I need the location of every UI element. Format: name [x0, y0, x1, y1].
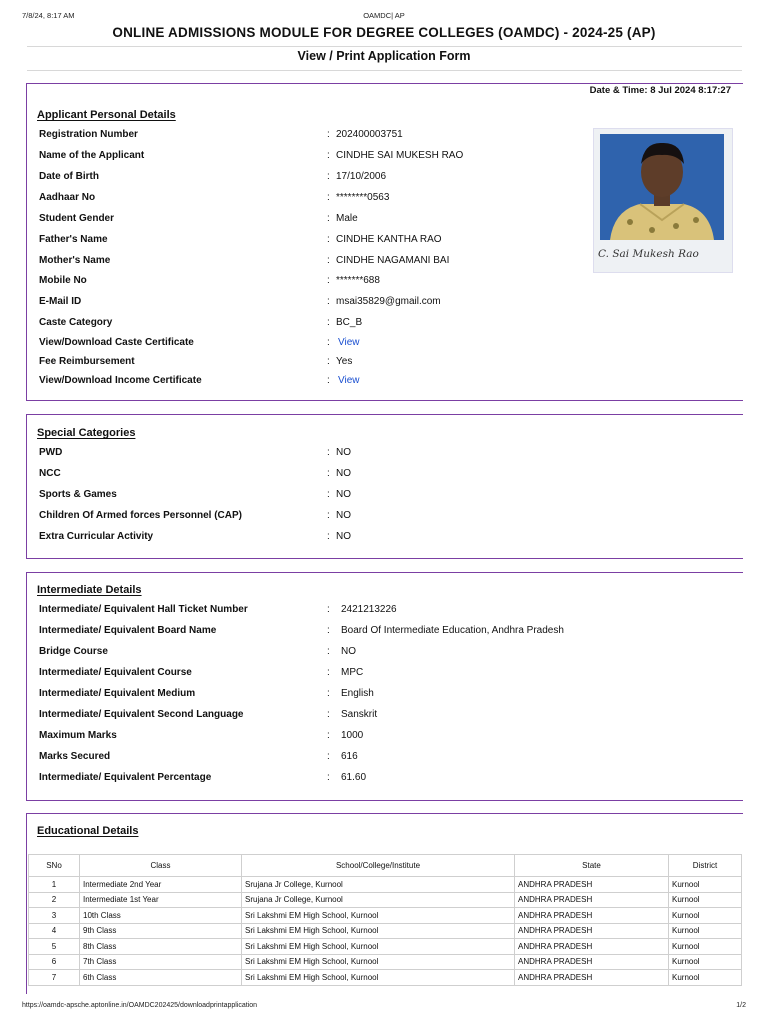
detail-value: MPC: [341, 667, 364, 678]
detail-label: Intermediate/ Equivalent Hall Ticket Number: [39, 604, 248, 615]
table-cell: 4: [29, 923, 80, 939]
detail-label: Bridge Course: [39, 646, 108, 657]
personal-details-section: Date & Time: 8 Jul 2024 8:17:27 Applicant Personal Details Registration Number : 202400003751 Name of the Applicant : CINDHE SAI MUKESH RAO Date of Birth : 17/10/2006 Aadhaar No : ********0563 Student Gender : Male Father's Name : CINDHE KANTHA RAO Mother's Name : CINDHE NAGAMANI BAI Mobile No : *******688 E-Mail ID : msai35829@gmail.com Caste Category : BC_B View/Download Caste Certificate : View Fee Reimbursement : Yes View/Download Income Certificate : View C. Sai Mukesh Rao: [26, 83, 743, 401]
applicant-photo-image: [600, 134, 724, 240]
table-row: [29, 877, 742, 893]
detail-label: E-Mail ID: [39, 296, 82, 307]
table-cell: 8th Class: [80, 939, 242, 955]
applicant-photo: [593, 128, 733, 273]
detail-label: Intermediate/ Equivalent Course: [39, 667, 192, 678]
table-cell: 5: [29, 939, 80, 955]
detail-label: Registration Number: [39, 129, 138, 140]
detail-value: BC_B: [336, 317, 363, 328]
detail-label: Intermediate/ Equivalent Second Language: [39, 709, 244, 720]
detail-value: NO: [341, 646, 356, 657]
detail-value: 61.60: [341, 772, 367, 783]
table-row: [29, 908, 742, 924]
table-cell: 6: [29, 954, 80, 970]
table-cell: Srujana Jr College, Kurnool: [242, 892, 515, 908]
detail-value: CINDHE SAI MUKESH RAO: [336, 150, 464, 161]
table-cell: 1: [29, 877, 80, 893]
table-cell: Kurnool: [669, 970, 742, 986]
table-cell: Sri Lakshmi EM High School, Kurnool: [242, 908, 515, 924]
detail-value: NO: [336, 447, 351, 458]
column-header: District: [669, 855, 742, 877]
table-cell: Kurnool: [669, 923, 742, 939]
detail-label: Marks Secured: [39, 751, 111, 762]
detail-label: Mother's Name: [39, 255, 111, 266]
detail-value: Yes: [336, 356, 353, 367]
table-cell: Sri Lakshmi EM High School, Kurnool: [242, 970, 515, 986]
column-header: State: [515, 855, 669, 877]
detail-value: 616: [341, 751, 358, 762]
detail-value: msai35829@gmail.com: [336, 296, 441, 307]
detail-value: 2421213226: [341, 604, 397, 615]
detail-label: Mobile No: [39, 275, 87, 286]
table-cell: 7: [29, 970, 80, 986]
detail-label: Sports & Games: [39, 489, 117, 500]
detail-label: Children Of Armed forces Personnel (CAP): [39, 510, 242, 521]
education-table: [28, 854, 742, 986]
table-cell: ANDHRA PRADESH: [515, 954, 669, 970]
table-cell: Sri Lakshmi EM High School, Kurnool: [242, 939, 515, 955]
table-cell: Sri Lakshmi EM High School, Kurnool: [242, 923, 515, 939]
table-cell: Srujana Jr College, Kurnool: [242, 877, 515, 893]
table-row: [29, 954, 742, 970]
table-cell: ANDHRA PRADESH: [515, 877, 669, 893]
table-cell: ANDHRA PRADESH: [515, 970, 669, 986]
detail-label: Intermediate/ Equivalent Board Name: [39, 625, 217, 636]
divider: [27, 70, 742, 71]
detail-label: PWD: [39, 447, 63, 458]
detail-value: CINDHE NAGAMANI BAI: [336, 255, 450, 266]
table-cell: ANDHRA PRADESH: [515, 908, 669, 924]
table-header-row: [29, 855, 742, 877]
table-cell: Sri Lakshmi EM High School, Kurnool: [242, 954, 515, 970]
detail-value: NO: [336, 531, 351, 542]
detail-value: 1000: [341, 730, 364, 741]
table-cell: ANDHRA PRADESH: [515, 939, 669, 955]
table-cell: 3: [29, 908, 80, 924]
detail-value: *******688: [336, 275, 380, 286]
detail-value: English: [341, 688, 374, 699]
table-cell: Kurnool: [669, 908, 742, 924]
detail-value: 202400003751: [336, 129, 403, 140]
detail-label: Intermediate/ Equivalent Medium: [39, 688, 196, 699]
applicant-signature: C. Sai Mukesh Rao: [598, 248, 699, 260]
table-row: [29, 923, 742, 939]
detail-label: Intermediate/ Equivalent Percentage: [39, 772, 212, 783]
section-heading: Special Categories: [37, 427, 136, 439]
page-subtitle: View / Print Application Form: [297, 49, 471, 63]
detail-value: NO: [336, 489, 351, 500]
detail-value: 17/10/2006: [336, 171, 387, 182]
detail-value: NO: [336, 468, 351, 479]
table-cell: ANDHRA PRADESH: [515, 892, 669, 908]
detail-value: Sanskrit: [341, 709, 378, 720]
detail-label: Student Gender: [39, 213, 115, 224]
table-cell: Kurnool: [669, 892, 742, 908]
detail-label: Name of the Applicant: [39, 150, 145, 161]
intermediate-details-section: Intermediate Details Intermediate/ Equivalent Hall Ticket Number : 2421213226 Intermediate/ Equivalent Board Name : Board Of Intermediate Education, Andhra Pradesh Bridge Course : NO Intermediate/ Equivalent Course : MPC Intermediate/ Equivalent Medium : English Intermediate/ Equivalent Second Language : Sanskrit Maximum Marks : 1000 Marks Secured : 616 Intermediate/ Equivalent Percentage : 61.60: [26, 572, 743, 801]
detail-value: ********0563: [336, 192, 390, 203]
table-cell: 10th Class: [80, 908, 242, 924]
divider: [27, 46, 742, 47]
detail-label: Aadhaar No: [39, 192, 96, 203]
table-cell: 2: [29, 892, 80, 908]
detail-value: NO: [336, 510, 351, 521]
table-cell: 9th Class: [80, 923, 242, 939]
table-row: [29, 939, 742, 955]
print-datetime: 7/8/24, 8:17 AM: [22, 11, 75, 20]
table-cell: Intermediate 2nd Year: [80, 877, 242, 893]
page-title: ONLINE ADMISSIONS MODULE FOR DEGREE COLLEGES (OAMDC) - 2024-25 (AP): [112, 25, 656, 40]
table-cell: Intermediate 1st Year: [80, 892, 242, 908]
detail-label: Fee Reimbursement: [39, 356, 135, 367]
detail-label: Date of Birth: [39, 171, 99, 182]
detail-label: NCC: [39, 468, 61, 479]
column-header: SNo: [29, 855, 80, 877]
detail-label: Maximum Marks: [39, 730, 117, 741]
table-row: [29, 892, 742, 908]
generated-datetime: Date & Time: 8 Jul 2024 8:17:27: [589, 85, 731, 96]
section-heading: Applicant Personal Details: [37, 109, 176, 121]
table-cell: 6th Class: [80, 970, 242, 986]
view-income-certificate-link[interactable]: View: [338, 375, 360, 386]
detail-label: Father's Name: [39, 234, 108, 245]
section-heading: Educational Details: [37, 825, 139, 837]
table-cell: Kurnool: [669, 877, 742, 893]
table-cell: Kurnool: [669, 939, 742, 955]
page-number: 1/2: [736, 1002, 746, 1009]
detail-label: Extra Curricular Activity: [39, 531, 154, 542]
table-cell: 7th Class: [80, 954, 242, 970]
special-categories-section: Special Categories PWD : NO NCC : NO Sports & Games : NO Children Of Armed forces Personnel (CAP) : NO Extra Curricular Activity : NO: [26, 414, 743, 559]
column-header: School/College/Institute: [242, 855, 515, 877]
detail-label: View/Download Income Certificate: [39, 375, 202, 386]
table-cell: Kurnool: [669, 954, 742, 970]
detail-label: View/Download Caste Certificate: [39, 337, 194, 348]
page-url: https://oamdc-apsche.aptonline.in/OAMDC202425/downloadprintapplication: [22, 1002, 258, 1009]
column-header: Class: [80, 855, 242, 877]
detail-value: CINDHE KANTHA RAO: [336, 234, 442, 245]
section-heading: Intermediate Details: [37, 584, 142, 596]
educational-details-section: [26, 813, 743, 994]
view-caste-certificate-link[interactable]: View: [338, 337, 360, 348]
detail-value: Board Of Intermediate Education, Andhra Pradesh: [341, 625, 564, 636]
table-cell: ANDHRA PRADESH: [515, 923, 669, 939]
table-row: [29, 970, 742, 986]
detail-label: Caste Category: [39, 317, 113, 328]
detail-value: Male: [336, 213, 358, 224]
print-site-title: OAMDC| AP: [363, 11, 405, 20]
